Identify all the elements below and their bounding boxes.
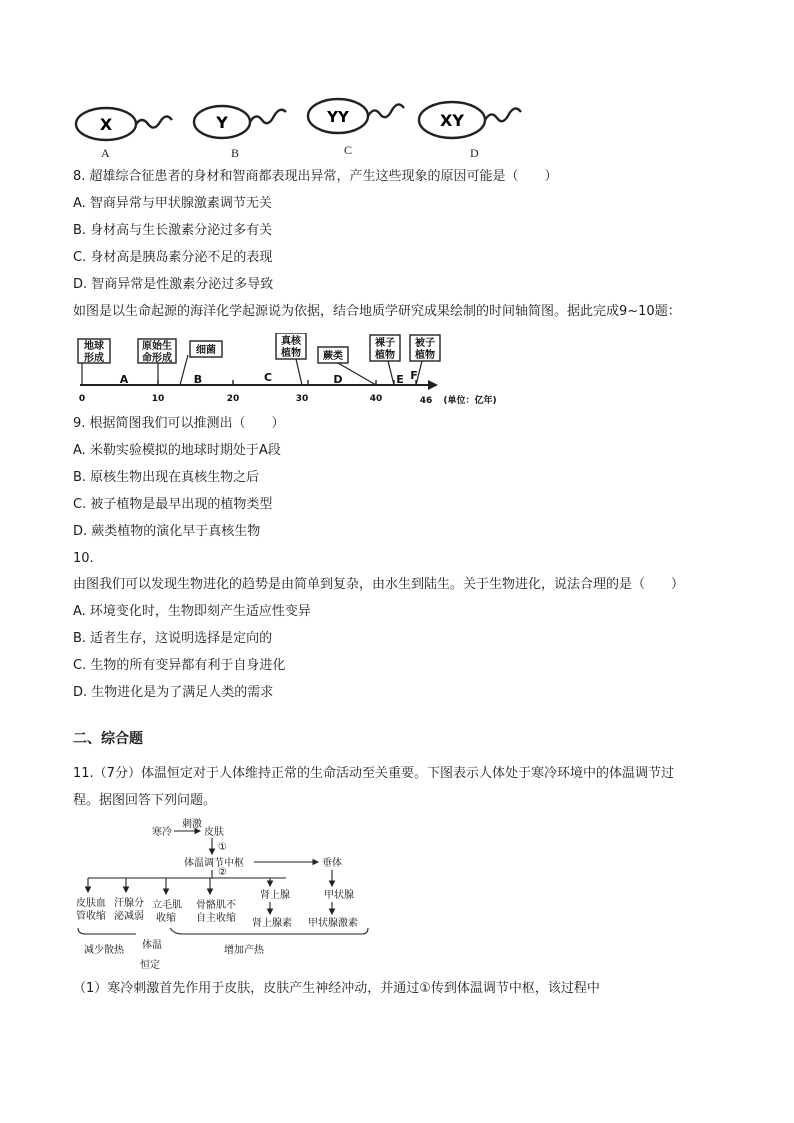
node-muscle-1: 骨骼肌不 xyxy=(196,900,236,911)
event-bacteria: 细菌 xyxy=(196,345,216,356)
question-10-option-d: D. 生物进化是为了满足人类的需求 xyxy=(73,685,274,700)
question-10-number: 10. xyxy=(73,551,94,566)
node-hair-2: 收缩 xyxy=(156,913,176,924)
question-10-option-a: A. 环境变化时，生物即刻产生适应性变异 xyxy=(73,604,311,619)
timeline-intro: 如图是以生命起源的海洋化学起源说为依据，结合地质学研究成果绘制的时间轴简图。据此完成9~10题： xyxy=(73,304,681,319)
segment-d: D xyxy=(333,373,343,386)
label-stimulus: 刺激 xyxy=(182,819,202,830)
node-adrenaline: 肾上腺素 xyxy=(252,918,292,929)
question-11-stem-line1: 11.（7分）体温恒定对于人体维持正常的生命活动至关重要。下图表示人体处于寒冷环境中的体温调节过 xyxy=(73,766,674,781)
question-8-option-d: D. 智商异常是性激素分泌过多导致 xyxy=(73,277,274,292)
timeline-unit: (单位：亿年) xyxy=(443,396,497,405)
node-sweat-1: 汗腺分 xyxy=(114,898,144,909)
event-earth-2: 形成 xyxy=(84,353,104,364)
label-reduce: 减少散热 xyxy=(84,945,124,956)
event-euk-1: 真核 xyxy=(281,336,301,347)
event-angio-2: 植物 xyxy=(415,350,435,361)
section-title: 二、综合题 xyxy=(73,731,143,747)
node-thyroid: 甲状腺 xyxy=(324,890,354,901)
segment-b: B xyxy=(193,373,203,386)
question-9-option-c: C. 被子植物是最早出现的植物类型 xyxy=(73,497,273,512)
sperm-b xyxy=(194,106,286,138)
sperm-label-a: A xyxy=(101,146,110,160)
sperm-d-text: XY xyxy=(440,111,464,130)
sperm-a-text: X xyxy=(99,115,113,134)
question-10-option-b: B. 适者生存，这说明选择是定向的 xyxy=(73,631,273,646)
node-cold: 寒冷 xyxy=(152,827,172,838)
mark-2: ② xyxy=(218,867,227,878)
question-10-stem: 由图我们可以发现生物进化的趋势是由简单到复杂，由水生到陆生。关于生物进化，说法合理的是（ ） xyxy=(73,577,685,592)
node-thyroid-hormone: 甲状腺激素 xyxy=(308,918,358,929)
question-11-sub1: （1）寒冷刺激首先作用于皮肤，皮肤产生神经冲动，并通过①传到体温调节中枢，该过程中 xyxy=(73,981,600,996)
sperm-c-text: YY xyxy=(327,108,349,126)
node-hair-1: 立毛肌 xyxy=(152,900,182,911)
sperm-label-d: D xyxy=(470,146,479,160)
tick-40: 40 xyxy=(369,394,383,404)
event-gymno-2: 植物 xyxy=(375,350,395,361)
node-adrenal: 肾上腺 xyxy=(260,890,290,901)
question-8-option-c: C. 身材高是胰岛素分泌不足的表现 xyxy=(73,250,273,265)
tick-10: 10 xyxy=(151,394,165,404)
segment-a: A xyxy=(119,373,129,386)
question-9-stem: 9. 根据简图我们可以推测出（ ） xyxy=(73,416,285,431)
tick-20: 20 xyxy=(226,394,240,404)
event-earth-1: 地球 xyxy=(84,341,104,352)
sperm-a xyxy=(76,108,172,140)
node-muscle-2: 自主收缩 xyxy=(196,913,236,924)
node-vessel-1: 皮肤血 xyxy=(76,898,106,909)
sperm-d xyxy=(419,102,521,138)
sperm-label-c: C xyxy=(344,143,353,157)
event-fern: 蕨类 xyxy=(323,351,343,362)
question-10-option-c: C. 生物的所有变异都有利于自身进化 xyxy=(73,658,286,673)
event-euk-2: 植物 xyxy=(281,348,301,359)
event-life-2: 命形成 xyxy=(142,353,172,364)
question-9-option-b: B. 原核生物出现在真核生物之后 xyxy=(73,470,260,485)
thermoregulation-diagram xyxy=(74,818,374,970)
node-center: 体温调节中枢 xyxy=(184,858,244,869)
tick-0: 0 xyxy=(78,394,86,404)
mark-1: ① xyxy=(218,842,227,853)
tick-30: 30 xyxy=(295,394,309,404)
node-sweat-2: 泌减弱 xyxy=(114,911,144,922)
event-life-1: 原始生 xyxy=(142,341,172,352)
event-angio-1: 被子 xyxy=(415,338,435,349)
question-11-stem-line2: 程。据图回答下列问题。 xyxy=(73,793,217,808)
sperm-b-text: Y xyxy=(216,113,228,132)
node-skin: 皮肤 xyxy=(204,827,224,838)
timeline-figure xyxy=(76,333,506,405)
segment-c: C xyxy=(263,371,273,384)
sperm-c xyxy=(308,99,404,133)
sperm-label-b: B xyxy=(231,146,240,160)
segment-f: F xyxy=(410,369,418,382)
label-increase: 增加产热 xyxy=(224,945,264,956)
event-gymno-1: 裸子 xyxy=(375,338,395,349)
question-9-option-d: D. 蕨类植物的演化早于真核生物 xyxy=(73,524,261,539)
question-8-stem: 8. 超雄综合征患者的身材和智商都表现出异常，产生这些现象的原因可能是（ ） xyxy=(73,169,558,184)
question-8-option-a: A. 智商异常与甲状腺激素调节无关 xyxy=(73,196,272,211)
node-pituitary: 垂体 xyxy=(322,858,342,869)
node-vessel-2: 管收缩 xyxy=(76,911,106,922)
segment-e: E xyxy=(396,373,404,386)
label-temp: 体温 xyxy=(142,940,162,951)
tick-46: 46 xyxy=(419,396,433,405)
question-8-option-b: B. 身材高与生长激素分泌过多有关 xyxy=(73,223,273,238)
label-constant: 恒定 xyxy=(140,960,160,970)
question-9-option-a: A. 米勒实验模拟的地球时期处于A段 xyxy=(73,443,281,458)
